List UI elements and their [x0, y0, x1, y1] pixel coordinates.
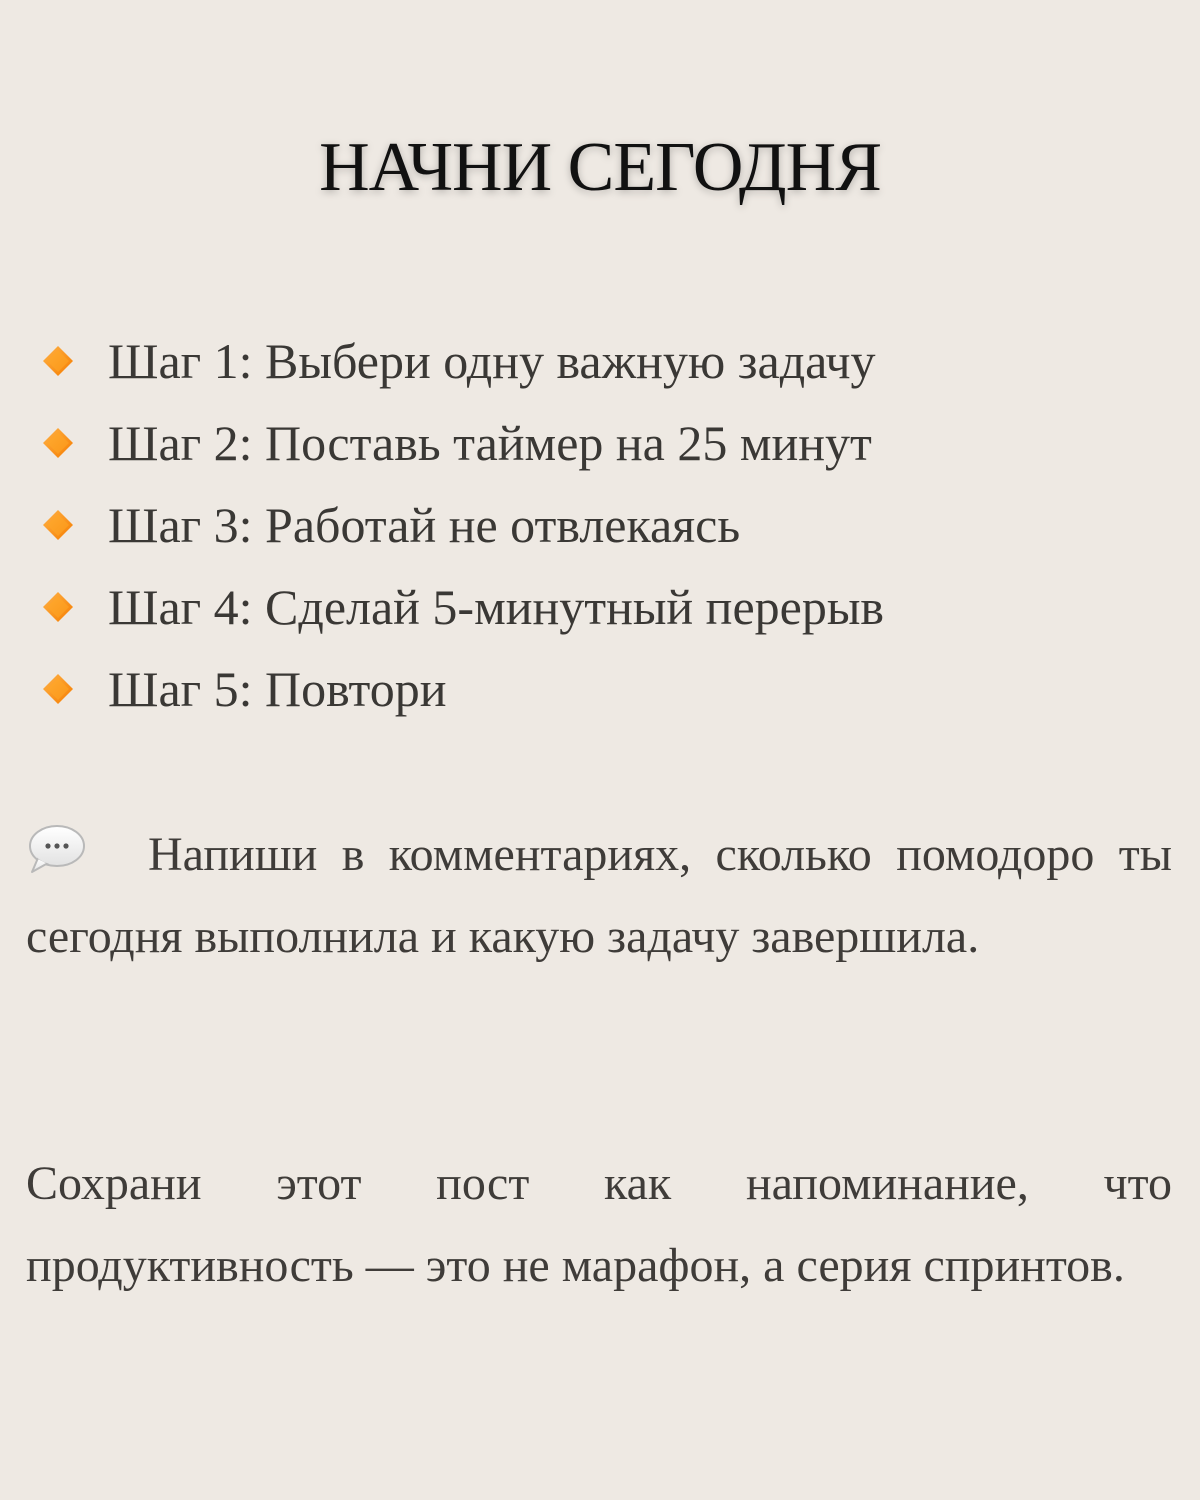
- save-reminder-text: Сохрани этот пост как напоминание, что продуктивность — это не марафон, а серия спринтов.: [26, 1157, 1172, 1292]
- step-text: Шаг 2: Поставь таймер на 25 минут: [108, 415, 872, 471]
- orange-diamond-icon: [42, 345, 74, 377]
- comment-text: Напиши в комментариях, сколько помодоро ты сегодня выполнила и какую задачу завершила.: [26, 828, 1172, 963]
- orange-diamond-icon: [42, 591, 74, 623]
- orange-diamond-icon: [42, 427, 74, 459]
- step-item: [30, 484, 1180, 566]
- step-item: [30, 320, 1180, 402]
- step-item: [30, 402, 1180, 484]
- step-text: Шаг 3: Работай не отвлекаясь: [108, 497, 741, 553]
- page-title: НАЧНИ СЕГОДНЯ: [319, 129, 881, 206]
- step-item: [30, 648, 1180, 730]
- step-text: Шаг 5: Повтори: [108, 661, 447, 717]
- steps-list: [30, 320, 1180, 730]
- step-item: [30, 566, 1180, 648]
- step-text: Шаг 1: Выбери одну важную задачу: [108, 333, 876, 389]
- step-text: Шаг 4: Сделай 5-минутный перерыв: [108, 579, 885, 635]
- speech-bubble-icon: [26, 820, 86, 874]
- orange-diamond-icon: [42, 673, 74, 705]
- orange-diamond-icon: [42, 509, 74, 541]
- comment-call-to-action: [26, 814, 1172, 978]
